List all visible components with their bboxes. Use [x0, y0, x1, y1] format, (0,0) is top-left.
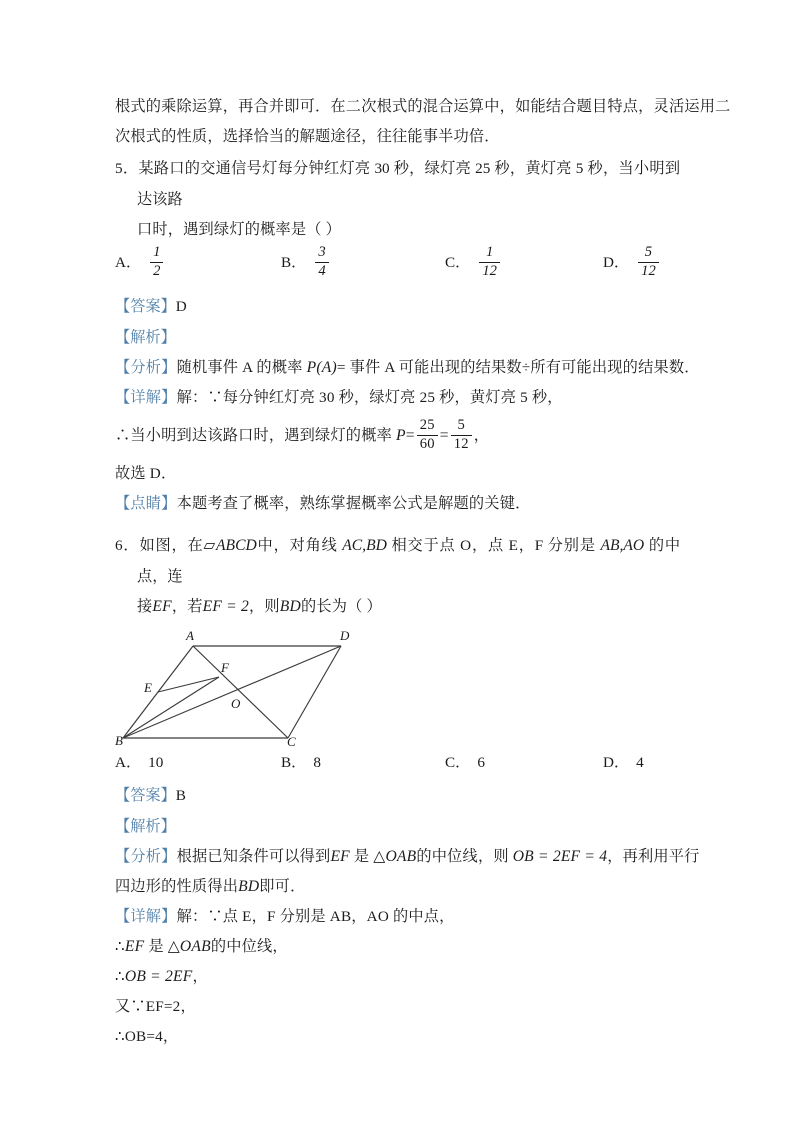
- option-6-d-label: D．: [603, 754, 630, 771]
- option-6-d-value: 4: [636, 754, 644, 771]
- question-6-stem-line2-pre: 接: [137, 598, 153, 615]
- question-5-xiangjie-text-2: ∴当小明到达该路口时，遇到绿灯的概率: [115, 427, 396, 444]
- question-6-abcd: ABCD: [216, 537, 257, 554]
- option-5-c[interactable]: [445, 245, 502, 280]
- question-5-stem-line-2: 口时，遇到绿灯的概率是（ ）: [137, 221, 342, 238]
- question-6-options: [115, 748, 680, 780]
- question-6-answer-row: [115, 781, 680, 811]
- option-5-d[interactable]: [603, 245, 661, 280]
- vertex-label-b: B: [115, 733, 123, 746]
- option-5-a-label: A．: [115, 254, 142, 272]
- question-6-fenxi-tag: 【分析】: [115, 848, 177, 865]
- question-5-xiangjie-line-1: [115, 383, 680, 413]
- vertex-label-d: D: [340, 628, 350, 643]
- segment-dc: [288, 646, 341, 738]
- option-5-d-fraction: $\frac{5}{12}$: [638, 245, 659, 280]
- question-6-fenxi-a: 根据已知条件可以得到: [176, 848, 331, 865]
- question-5-fraction-5-12: $\frac{5}{12}$: [451, 418, 472, 453]
- question-6-xiangjie-line3-b: ，: [192, 968, 208, 985]
- question-5-fenxi-tag: 【分析】: [115, 359, 177, 376]
- question-6-xiangjie-line2-ef: EF: [124, 938, 145, 955]
- option-6-c[interactable]: [445, 748, 485, 778]
- question-6-fenxi-line2-a: 四边形的性质得出: [115, 878, 239, 895]
- option-6-b-value: 8: [313, 754, 321, 771]
- option-6-a-value: 10: [148, 754, 164, 771]
- question-6-xiangjie-line-4: 又∵EF=2，: [115, 998, 196, 1015]
- option-5-a[interactable]: [115, 245, 165, 280]
- question-5-xiangjie-tag: 【详解】: [115, 389, 177, 406]
- point-label-o: O: [231, 696, 241, 711]
- option-5-b-label: B．: [281, 254, 307, 272]
- question-6-xiangjie-line3-formula: OB = 2EF: [124, 968, 193, 985]
- question-6-stem-part-3: 相交于点 O，点 E，F 分别是: [386, 537, 601, 554]
- question-5-fenxi-formula: P(A): [306, 359, 337, 376]
- question-6-stem: [115, 531, 680, 592]
- question-6-fenxi-line-2: [115, 872, 680, 902]
- option-5-b-fraction: $\frac{3}{4}$: [315, 245, 328, 280]
- question-5-fraction-25-60: $\frac{25}{60}$: [417, 418, 438, 453]
- segment-bd: [123, 646, 341, 738]
- question-5-P: P: [395, 427, 406, 444]
- intro-paragraph: [115, 92, 731, 152]
- question-6-answer-tag: 【答案】: [115, 787, 176, 804]
- vertex-label-a: A: [186, 628, 194, 643]
- option-6-c-label: C．: [445, 754, 471, 771]
- option-6-c-value: 6: [477, 754, 485, 771]
- question-6-xiangjie-line2-c: 的中位线，: [210, 938, 288, 955]
- question-6-ab-ao: AB,AO: [600, 537, 645, 554]
- question-6-analysis-row: [115, 812, 680, 842]
- question-5-number: 5．: [115, 160, 139, 177]
- question-5-fenxi: [115, 353, 700, 383]
- question-6-stem-line2-mid2: ，则: [249, 598, 280, 615]
- question-5-answer-row: [115, 292, 680, 322]
- question-6-fenxi-b: 是: [349, 848, 374, 865]
- question-6-fenxi-ob: OB = 2EF = 4: [512, 848, 608, 865]
- parallelogram-abcd-diagram: [115, 628, 385, 746]
- question-5-dianjing: [115, 489, 680, 519]
- question-6-fenxi-d: ，再利用平行: [607, 848, 700, 865]
- question-6-xiangjie-line2-a: ∴: [115, 938, 125, 955]
- vertex-label-c: C: [287, 734, 296, 746]
- question-6-fenxi-line-1: [115, 842, 700, 872]
- option-6-a-label: A．: [115, 754, 142, 771]
- question-5-fenxi-text-b: = 事件 A 可能出现的结果数÷所有可能出现的结果数．: [336, 359, 700, 376]
- question-6-stem-part-2: 中，对角线: [256, 537, 343, 554]
- question-6-figure: [115, 628, 680, 746]
- intro-line-2: 次根式的性质，选择恰当的解题途径，往往能事半功倍．: [115, 128, 500, 145]
- option-6-a[interactable]: [115, 748, 163, 778]
- question-5-stem: [115, 154, 680, 215]
- question-6-answer-value: B: [175, 787, 186, 804]
- segment-bf: [123, 677, 219, 738]
- question-6-xiangjie-line-1: [115, 902, 680, 932]
- question-6-ef-equals: EF = 2: [202, 598, 249, 615]
- question-6-fenxi-line2-bd: BD: [238, 878, 260, 895]
- question-6-fenxi-ef: EF: [330, 848, 350, 865]
- question-6-number: 6．: [115, 537, 140, 554]
- parallelogram-symbol-icon: ▱: [203, 537, 217, 554]
- question-6-ef: EF: [152, 598, 172, 615]
- option-6-d[interactable]: [603, 748, 644, 778]
- question-6-fenxi-line2-b: 即可．: [259, 878, 306, 895]
- page-content: [115, 92, 731, 1052]
- question-6-xiangjie-text-1: 解：∵点 E，F 分别是 AB，AO 的中点，: [176, 908, 455, 925]
- question-5-options: [115, 245, 680, 291]
- question-6-stem-line-2: [115, 592, 680, 622]
- question-6-analysis-tag: 【解析】: [115, 818, 176, 835]
- option-5-c-fraction: $\frac{1}{12}$: [479, 245, 500, 280]
- question-6-xiangjie-line-3: [115, 962, 680, 992]
- question-6-stem-line2-end: 的长为（ ）: [300, 598, 382, 615]
- point-label-f: F: [221, 660, 229, 675]
- question-6-xiangjie-line-5: ∴OB=4，: [115, 1028, 179, 1045]
- question-5-xiangjie-text-1: 解：∵每分钟红灯亮 30 秒，绿灯亮 25 秒，黄灯亮 5 秒，: [176, 389, 563, 406]
- question-5-stem-line-1: 某路口的交通信号灯每分钟红灯亮 30 秒，绿灯亮 25 秒，黄灯亮 5 秒，当小明到达该路: [137, 160, 681, 208]
- question-6-xiangjie-tag: 【详解】: [115, 908, 177, 925]
- option-5-a-fraction: $\frac{1}{2}$: [150, 245, 163, 280]
- intro-line-1: 根式的乘除运算，再合并即可．在二次根式的混合运算中，如能结合题目特点，灵活运用二: [115, 98, 731, 115]
- question-6-stem-part-4: 的中点，连: [137, 537, 681, 585]
- question-6-ac-bd: AC,BD: [342, 537, 387, 554]
- question-5-xiangjie-line-2: [115, 413, 680, 459]
- question-6-xiangjie-line2-oab: △OAB: [167, 938, 211, 955]
- question-5-xiangjie-line-3: 故选 D．: [115, 465, 177, 482]
- question-5-fenxi-text-a: 随机事件 A 的概率: [176, 359, 307, 376]
- question-6-stem-line2-mid: ，若: [171, 598, 203, 615]
- question-6-fenxi-oab: △OAB: [373, 848, 417, 865]
- question-5-eq-1: =: [405, 427, 415, 444]
- question-6-xiangjie-line2-b: 是: [144, 938, 168, 955]
- question-6-stem-part-1: 如图，在: [139, 537, 204, 554]
- option-5-b[interactable]: [281, 245, 331, 280]
- point-label-e: E: [144, 680, 152, 695]
- question-5-analysis-tag: 【解析】: [115, 329, 176, 346]
- question-6-fenxi-c: 的中位线，则: [416, 848, 513, 865]
- question-5-dianjing-text: 本题考查了概率，熟练掌握概率公式是解题的关键．: [176, 495, 531, 512]
- option-5-d-label: D．: [603, 254, 630, 272]
- question-5-analysis-row: [115, 323, 680, 353]
- question-6-bd: BD: [279, 598, 301, 615]
- segment-ac: [193, 646, 288, 738]
- question-5-answer-tag: 【答案】: [115, 298, 176, 315]
- question-5-eq-2: =: [439, 427, 449, 444]
- question-5-xiangjie-tail: ，: [473, 427, 490, 444]
- question-6-xiangjie-line-2: [115, 932, 680, 962]
- question-6-xiangjie-line3-a: ∴: [115, 968, 125, 985]
- option-6-b-label: B．: [281, 754, 307, 771]
- question-5-dianjing-tag: 【点睛】: [115, 495, 177, 512]
- question-5-answer-value: D: [175, 298, 187, 315]
- option-5-c-label: C．: [445, 254, 471, 272]
- option-6-b[interactable]: [281, 748, 321, 778]
